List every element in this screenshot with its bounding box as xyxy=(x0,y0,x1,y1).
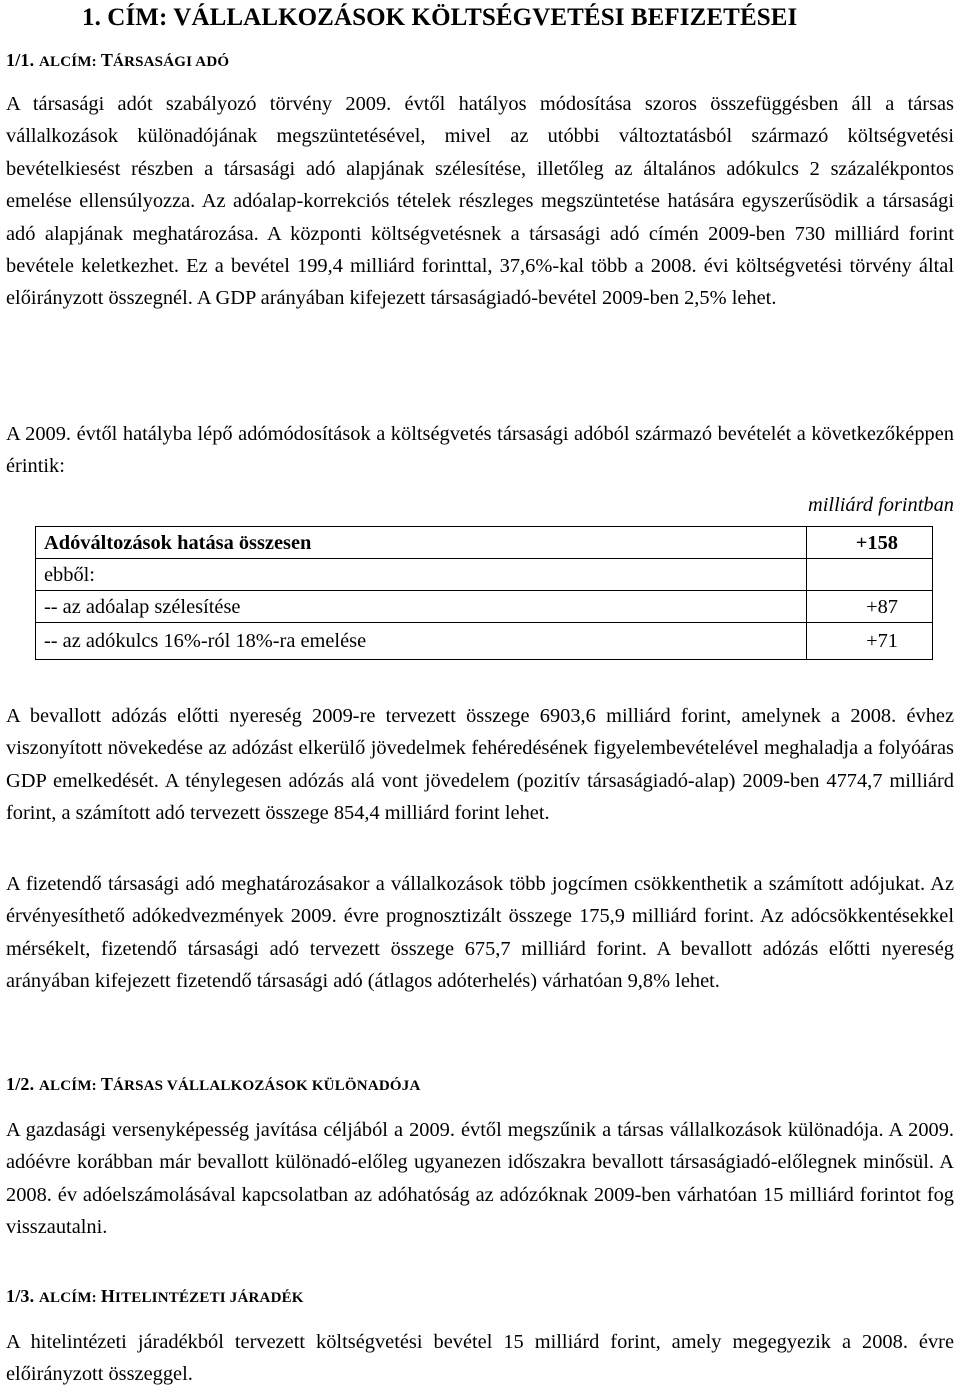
row-label: ebből: xyxy=(36,559,807,591)
row-value: +158 xyxy=(807,527,933,559)
table-row xyxy=(36,591,933,623)
paragraph-5: A gazdasági versenyképesség javítása céljából a 2009. évtől megszűnik a társas vállalkozások különadója. A 2009. adóévre korábban már bevallott különadó-előleg ugyanezen időszakra bevallott társaságiadó-előlegnek minősül. A 2008. év adóelszámolásával kapcsolatban az adóhatóság az adózóknak 2009-ben várhatóan 15 milliárd forintot fog visszautalni. xyxy=(6,1119,954,1239)
paragraph-4: A fizetendő társasági adó meghatározásakor a vállalkozások több jogcímen csökkenthetik a számított adójukat. Az érvényesíthető adókedvezmények 2009. évre prognosztizált összege 175,9 milliárd forint. Az adócsökkentésekkel mérsékelt, fizetendő társasági adó tervezett összege 675,7 milliárd forint. A bevallott adózás előtti nyereség arányában kifejezett fizetendő társasági adó (átlagos adóterhelés) várhatóan 9,8% lehet. xyxy=(6,873,954,993)
paragraph-2: A 2009. évtől hatályba lépő adómódosítások a költségvetés társasági adóból származó bevételét a következőképpen érintik: xyxy=(6,423,954,478)
table-row xyxy=(36,527,933,559)
section-number: 1/3. xyxy=(6,1286,35,1306)
section-prefix: ALCÍM: xyxy=(39,1290,101,1306)
row-value: +87 xyxy=(807,591,933,623)
section-prefix: ALCÍM: xyxy=(39,54,101,70)
paragraph-3: A bevallott adózás előtti nyereség 2009-re tervezett összege 6903,6 milliárd forint, amelynek a 2008. évhez viszonyított növekedése az adózást elkerülő jövedelmek fehéredésének figyelembevételével meghaladja a folyóáras GDP emelkedését. A ténylegesen adózás alá vont jövedelem (pozitív társaságiadó-alap) 2009-ben 4774,7 milliárd forint, a számított adó tervezett összege 854,4 milliárd forint lehet. xyxy=(6,705,954,825)
paragraph-1: A társasági adót szabályozó törvény 2009. évtől hatályos módosítása szoros összefüggésben áll a társas vállalkozások különadójának megszüntetésével, mivel az utóbbi változtatásból származó költségvetési bevételkiesést részben a társasági adó alapjának szélesítése, illetőleg az általános adókulcs 2 százalékpontos emelése ellensúlyozza. Az adóalap-korrekciós tételek részleges megszüntetése hatására egyszerűsödik a társasági adó alapjának meghatározása. A központi költségvetésnek a társasági adó címén 2009-ben 730 milliárd forint bevétele keletkezhet. Ez a bevétel 199,4 milliárd forinttal, 37,6%-kal több a 2008. évi költségvetési törvény által előirányzott összegnél. A GDP arányában kifejezett társaságiadó-bevétel 2009-ben 2,5% lehet. xyxy=(6,93,954,310)
table-row xyxy=(36,559,933,591)
table-unit: milliárd forintban xyxy=(808,494,954,516)
row-label: Adóváltozások hatása összesen xyxy=(36,527,807,559)
section-initial: T xyxy=(100,1074,114,1094)
section-rest: ITELINTÉZETI JÁRADÉK xyxy=(115,1290,304,1306)
table-row xyxy=(36,623,933,660)
section-rest: ÁRSAS VÁLLALKOZÁSOK KÜLÖNADÓJA xyxy=(113,1078,421,1094)
chapter-title: 1. CÍM: VÁLLALKOZÁSOK KÖLTSÉGVETÉSI BEFIZETÉSEI xyxy=(82,4,798,31)
paragraph-6: A hitelintézeti járadékból tervezett költségvetési bevétel 15 milliárd forint, amely megegyezik a 2008. évre előirányzott összeggel. xyxy=(6,1331,954,1386)
section-heading-1-1 xyxy=(6,50,229,71)
row-label: -- az adóalap szélesítése xyxy=(36,591,807,623)
row-label: -- az adókulcs 16%-ról 18%-ra emelése xyxy=(36,623,807,660)
row-value: +71 xyxy=(807,623,933,660)
section-initial: T xyxy=(100,50,114,70)
tax-change-table xyxy=(35,526,933,660)
section-number: 1/2. xyxy=(6,1074,35,1094)
section-heading-1-2 xyxy=(6,1074,421,1095)
row-value xyxy=(807,559,933,591)
section-heading-1-3 xyxy=(6,1286,304,1307)
section-initial: H xyxy=(100,1286,116,1306)
section-prefix: ALCÍM: xyxy=(39,1078,101,1094)
section-rest: ÁRSASÁGI ADÓ xyxy=(113,54,230,70)
section-number: 1/1. xyxy=(6,50,35,70)
